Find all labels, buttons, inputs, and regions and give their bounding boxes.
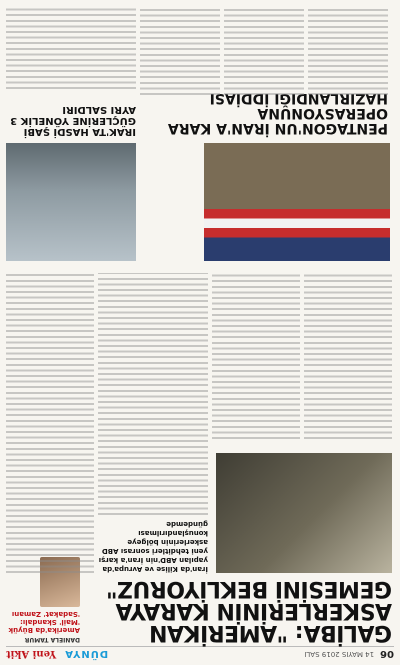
- author-column-title: Amerika'da Büyük 'Mail' Skandalı: 'Sadakat' Zamanı: [8, 610, 80, 634]
- main-headline: GALİBA: "AMERİKAN ASKERLERİNİN KARAYA GEMESİNİ BEKLİYORUZ": [106, 576, 392, 645]
- text-column: [98, 273, 208, 515]
- page-header: [6, 646, 394, 661]
- section-name: DÜNYA: [64, 648, 109, 660]
- iraq-attack-photo: [6, 143, 136, 261]
- issue-date: 14 MAYIS 2019 SALI: [304, 650, 375, 658]
- text-column: [212, 273, 300, 439]
- article-deck: İran'da Kilise ve Avrupa'da yapılan ABD'nin İran'a karşı yeni tehditleri sonrası ABD askerlerinin bölgeye konuşlandırılması gündemde: [98, 520, 208, 573]
- subheadline-right: IRAK'TA HASDİ ŞABİ GÜÇLERİNE YÖNELİK 3 AYRI SALDIRI: [10, 104, 136, 137]
- flag-soldiers-photo: [204, 143, 390, 261]
- text-column: [304, 273, 392, 439]
- text-column: [140, 7, 220, 95]
- text-column: [6, 7, 136, 89]
- publication-logo: Yeni Akit: [6, 648, 57, 660]
- author-name: DANIELA TAMUR: [24, 636, 80, 643]
- text-column: [308, 7, 388, 95]
- text-column: [6, 273, 94, 573]
- page-number: 06: [380, 648, 394, 660]
- subheadline-left: PENTAGON'UN İRAN'A KARA OPERASYONUNA HAZIRLANDIĞI İDDİASI: [167, 90, 388, 136]
- text-column: [224, 7, 304, 95]
- soldier-photo: [216, 453, 392, 573]
